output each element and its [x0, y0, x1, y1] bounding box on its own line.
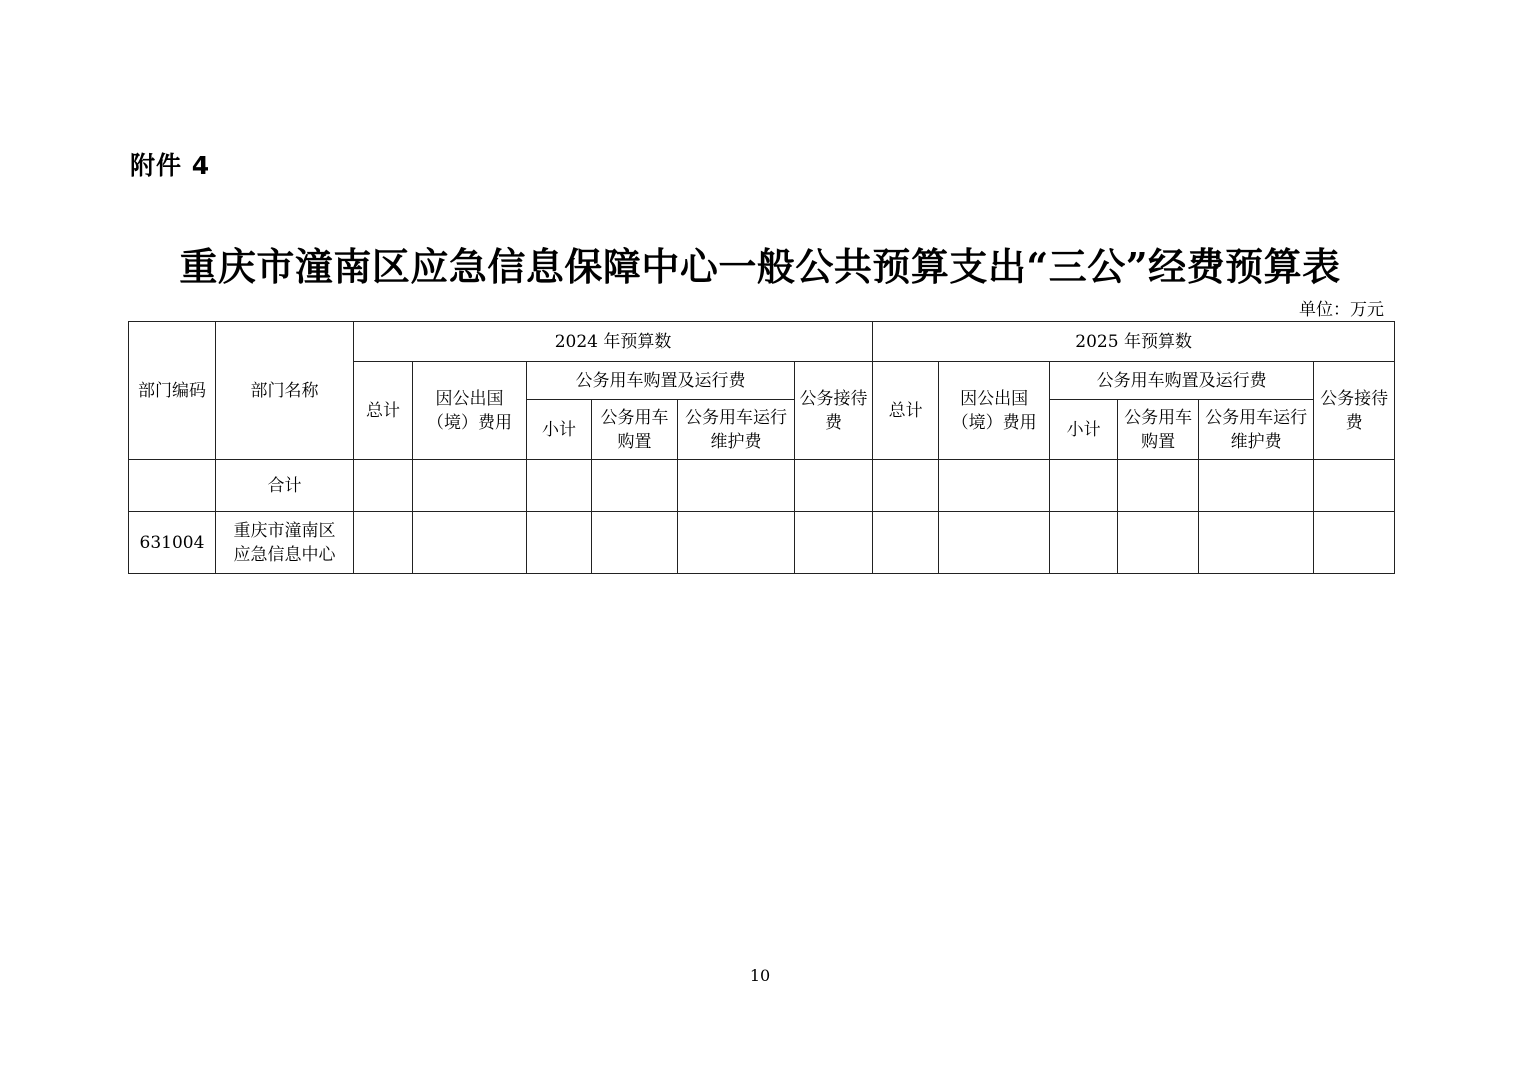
page-number: 10: [749, 966, 771, 985]
cell-value: [1199, 460, 1314, 512]
cell-value: [1118, 512, 1199, 574]
cell-value: [354, 460, 413, 512]
table-row: [129, 460, 1395, 512]
header-dept-code: 部门编码: [129, 322, 216, 460]
header-year-2024: 2024 年预算数: [354, 322, 873, 362]
cell-value: [939, 460, 1050, 512]
cell-value: [678, 460, 795, 512]
header-row-1: [129, 322, 1395, 362]
cell-value: [873, 512, 939, 574]
cell-value: [1199, 512, 1314, 574]
unit-label: 单位：万元: [1299, 300, 1384, 320]
table-row: [129, 512, 1395, 574]
attachment-label: 附件 4: [130, 151, 211, 180]
cell-dept-code: [129, 460, 216, 512]
header-2024-vehicle-purchase: 公务用车购置: [592, 400, 678, 460]
cell-value: [795, 460, 873, 512]
cell-value: [795, 512, 873, 574]
cell-value: [1314, 512, 1395, 574]
header-2025-abroad: 因公出国（境）费用: [939, 362, 1050, 460]
header-2024-vehicle-operation: 公务用车运行维护费: [678, 400, 795, 460]
budget-table: [128, 321, 1395, 574]
header-2025-reception: 公务接待费: [1314, 362, 1395, 460]
header-2024-reception: 公务接待费: [795, 362, 873, 460]
header-2024-subtotal: 小计: [527, 400, 592, 460]
cell-value: [354, 512, 413, 574]
cell-value: [939, 512, 1050, 574]
header-2025-subtotal: 小计: [1050, 400, 1118, 460]
cell-value: [1050, 460, 1118, 512]
header-2024-total: 总计: [354, 362, 413, 460]
cell-value: [1314, 460, 1395, 512]
cell-value: [1118, 460, 1199, 512]
page-title: 重庆市潼南区应急信息保障中心一般公共预算支出“三公”经费预算表: [179, 244, 1341, 289]
cell-value: [873, 460, 939, 512]
cell-value: [413, 460, 527, 512]
cell-value: [678, 512, 795, 574]
header-year-2025: 2025 年预算数: [873, 322, 1395, 362]
header-2025-vehicle-operation: 公务用车运行维护费: [1199, 400, 1314, 460]
cell-dept-code: 631004: [129, 512, 216, 574]
cell-value: [592, 512, 678, 574]
header-2025-vehicle-purchase: 公务用车购置: [1118, 400, 1199, 460]
cell-dept-name: 合计: [216, 460, 354, 512]
header-2025-total: 总计: [873, 362, 939, 460]
cell-value: [527, 512, 592, 574]
cell-value: [1050, 512, 1118, 574]
header-2024-vehicle: 公务用车购置及运行费: [527, 362, 795, 400]
cell-value: [413, 512, 527, 574]
header-2025-vehicle: 公务用车购置及运行费: [1050, 362, 1314, 400]
cell-value: [527, 460, 592, 512]
header-dept-name: 部门名称: [216, 322, 354, 460]
cell-dept-name: 重庆市潼南区应急信息中心: [216, 512, 354, 574]
cell-value: [592, 460, 678, 512]
header-2024-abroad: 因公出国（境）费用: [413, 362, 527, 460]
